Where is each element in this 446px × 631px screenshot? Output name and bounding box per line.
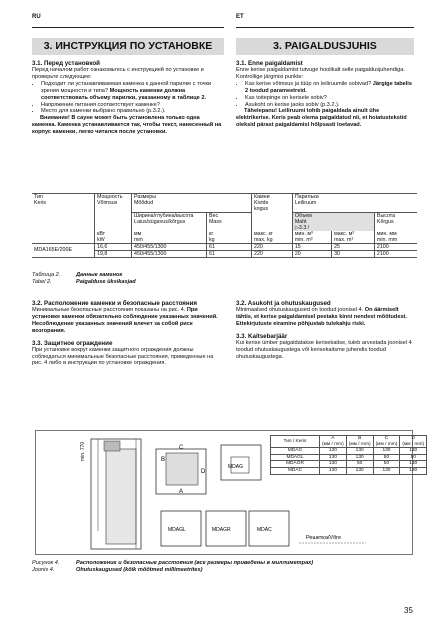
table-row: MDAGL 130 130 50 50 <box>271 454 427 461</box>
unit-max: макс. м³ max. m³ <box>332 231 375 244</box>
unit-kw: кВт kW <box>95 231 132 244</box>
cell-vmin: 20 <box>292 250 331 257</box>
th-type: Тип Keris <box>34 194 47 206</box>
ru-31-intro: Перед началом работ ознакомьтесь с инструкцией по установке и проверьте следующее: <box>32 67 204 80</box>
cell-vmax: 25 <box>332 243 375 250</box>
et-31-bullet-2: • Kas toitepinge on kerisele sobiv? <box>245 95 414 102</box>
table-row: MDAC 130 130 130 130 <box>271 467 427 474</box>
label-a: A <box>179 489 184 495</box>
dist-th-a: A (мм / mm) <box>320 436 347 448</box>
et-31-intro: Enne kerise paigaldamist tutvuge hoolikalt selle paigaldusjuhendiga. Kontrollige järgmisi punkte: <box>236 67 405 80</box>
label-mdac: MDAC <box>257 527 272 533</box>
model-cell: MDA165E/200E <box>34 247 72 253</box>
unit-mm: мм mm <box>132 231 207 244</box>
th-volume: Объем Maht <box>292 212 374 225</box>
ru-33-heading: 3.3. Защитное ограждение <box>32 339 113 347</box>
distance-table <box>270 435 427 475</box>
et-33-heading: 3.3. Kaitsebarjäär <box>236 332 288 340</box>
dist-th-type: Тип / Keris <box>271 436 320 448</box>
cell-dims: 450/455/1300 <box>132 243 207 250</box>
et-31-warning: Tähelepanu! Leiliruumi tohib paigaldada ainult ühe elektrikerise. Keris peab olema paigaldatud nii, et hoiatustekstid oleksid pärast paigaldamist hõlpsasti loetavad. <box>236 108 407 129</box>
label-d: D <box>201 469 206 475</box>
page-number: 35 <box>404 606 413 615</box>
unit-kg: кг kg <box>207 231 252 244</box>
dist-th-d: D (мм / mm) <box>400 436 427 448</box>
ru-31-bullet-2: • Напряжение питания соответствует каменке? <box>41 102 224 109</box>
dist-th-c: C (мм / mm) <box>373 436 400 448</box>
cell-vmin: 15 <box>292 243 331 250</box>
dim-label: min. 770 <box>80 441 86 461</box>
et-31-heading: 3.1. Enne paigaldamist <box>236 60 303 67</box>
et-section-31 <box>236 60 414 129</box>
et-section-32: 3.2. Asukoht ja ohutuskaugused Minimaalsed ohutuskaugused on toodud joonisel 4. On äärmiselt tähtis, et kerise paigaldamisel peetaks kinni nendest mõõtudest. Ettekirjutuste eiramine põhjustab tulekahju riski. 3.3. Kaitsebarjäär Kui kerise ümber paigaldatakse kerisekaitse, tuleb arvestada joonisel 4 toodud ohutuskaugustega või kerisekaitsme juhendis toodud ohutuskaugustega. <box>236 300 414 360</box>
th-power: Мощность Võimsus <box>95 194 132 213</box>
ru-32-heading: 3.2. Расположение каменки и безопасные расстояния <box>32 300 198 307</box>
ru-31-bullet-3: • Место для каменки выбрано правильно (р.3.2.). <box>41 108 224 115</box>
th-note: ▷3.3.! <box>292 225 374 231</box>
cell-height: 2100 <box>374 250 417 257</box>
ru-33-text: При установке вокруг каменки защитного ограждения должны соблюдаться минимальные безопасные расстояния, приведенные на рис. 4 либо в инструкции по установке ограждения. <box>32 346 214 367</box>
unit-maxkg: макс. кг max. kg <box>252 231 293 244</box>
table-row: 16,6 <box>95 243 132 250</box>
th-dims: Размеры Mõõdud <box>132 194 252 213</box>
label-mdagl: MDAGL <box>168 527 186 533</box>
ru-section-31 <box>32 60 224 136</box>
dist-th-b: B (мм / mm) <box>346 436 373 448</box>
section-title-et: 3. PAIGALDUSJUHIS <box>236 38 414 55</box>
ru-31-heading: 3.1. Перед установкой <box>32 60 100 67</box>
et-31-bullet-1: • Kas kerise võimsus ja tüüp on leiliruumile sobivad? Järgige tabelis 2 toodud parameetreid. <box>245 81 414 95</box>
cell-height: 2100 <box>374 243 417 250</box>
label-c: C <box>179 445 184 451</box>
et-31-bullet-3: • Asukoht on kerise jaoks sobiv (p.3.2.). <box>245 102 414 109</box>
th-room: Парилька Leiliruum <box>292 194 417 213</box>
unit-min: мин. м³ min. m³ <box>292 231 331 244</box>
et-33-text: Kui kerise ümber paigaldatakse kerisekaitse, tuleb arvestada joonisel 4 toodud ohutuskaugustega või kerisekaitsme juhendis toodud ohutuskaugustega. <box>236 339 412 360</box>
th-height: Высота Kõrgus <box>374 212 417 225</box>
th-dims-sub: Ширина/глубина/высота Laius/sügavus/kõrgus <box>132 212 207 225</box>
ru-section-32: 3.2. Расположение каменки и безопасные расстояния Минимальные безопасные расстояния показаны на рис. 4. При установке каменки обязательно соблюдение указанных значений. Несоблюдение указанных значений влечет за собой риск возгорания. 3.3. Защитное ограждение При установке вокруг каменки защитного ограждения должны соблюдаться минимальные безопасные расстояния, приведенные на рис. 4 либо в инструкции по установке ограждения. <box>32 300 224 367</box>
cell-stones: 220 <box>252 250 293 257</box>
th-stones: Камни Kivide kogus <box>252 194 293 213</box>
cell-dims: 450/455/1300 <box>132 250 207 257</box>
lang-tag-et: ET <box>236 14 244 20</box>
section-title-ru: 3. ИНСТРУКЦИЯ ПО УСТАНОВКЕ <box>32 38 224 55</box>
top-rule-left <box>32 27 224 28</box>
label-mdag: MDAG <box>228 464 243 470</box>
unit-minmm: мин. мм min. mm <box>374 231 417 244</box>
cell-weight: 61 <box>207 243 252 250</box>
th-weight: Вес Mass <box>207 212 252 225</box>
label-mdagr: MDAGR <box>212 527 231 533</box>
lang-tag-ru: RU <box>32 14 41 20</box>
top-rule-right <box>236 27 414 28</box>
heater-spec-table <box>32 193 417 258</box>
ru-31-bullet-1: • Подходит ли устанавливаемая каменка к данной парилке с точки зрения мощности и типа? Мощность каменки должна соответствовать объему парилки, указанному в таблице 2. <box>41 81 224 102</box>
et-32-heading: 3.2. Asukoht ja ohutuskaugused <box>236 300 331 307</box>
cell-weight: 61 <box>207 250 252 257</box>
table-row: MDAG 130 130 130 130 <box>271 448 427 455</box>
cell-stones: 220 <box>252 243 293 250</box>
cell-vmax: 30 <box>332 250 375 257</box>
figure-caption: Рисунок 4. Расположение и безопасные расстояния (все размеры приведены в миллиметрах) Joonis 4. Ohutuskaugused (kõik mõõtmed millimeetrites) <box>32 560 314 573</box>
ru-31-warning: Внимание! В сауне может быть установлена только одна каменка. Каменка устанавливается так, чтобы текст, нанесенный на корпус каменки, легко читался после установки. <box>32 115 222 136</box>
table-caption: Таблица 2. Данные каменок Tabel 2. Paigalduse üksikasjad <box>32 272 136 285</box>
label-grill: Решетка/Võre <box>306 535 342 541</box>
label-b: B <box>161 457 166 463</box>
table-row: MDAGR 130 50 50 130 <box>271 461 427 468</box>
table-row: 19,8 <box>95 250 132 257</box>
